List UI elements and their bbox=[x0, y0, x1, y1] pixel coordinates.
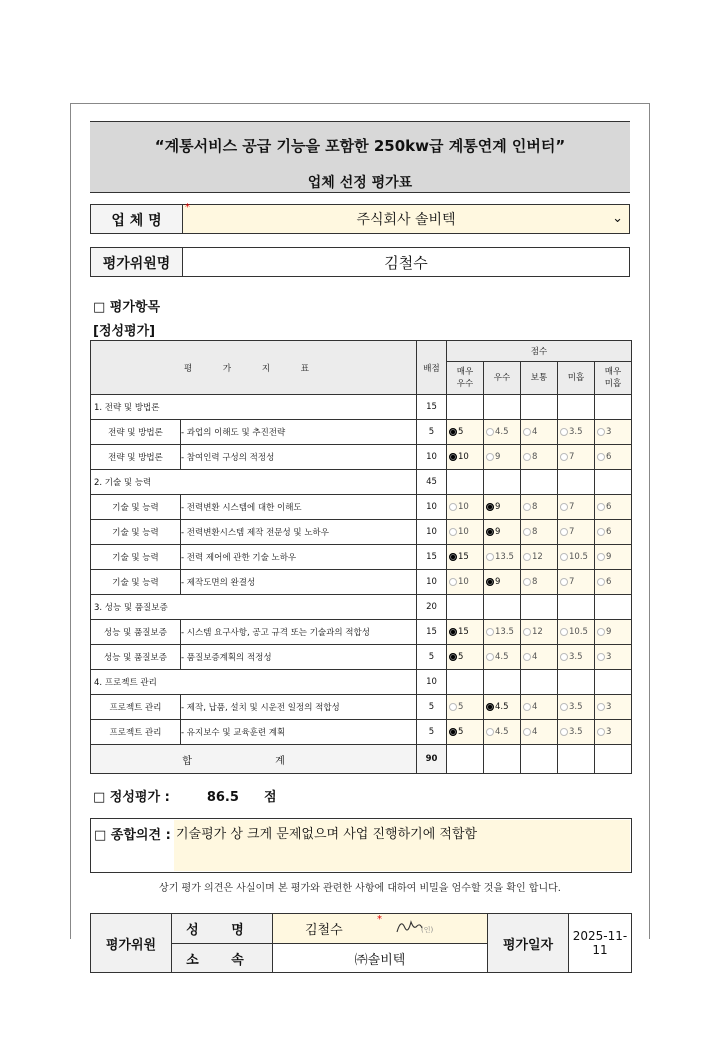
score-option-value: 7 bbox=[569, 451, 575, 462]
radio-empty-icon[interactable] bbox=[449, 503, 457, 511]
radio-selected-icon[interactable] bbox=[449, 553, 457, 561]
radio-empty-icon[interactable] bbox=[597, 653, 605, 661]
document-title: “계통서비스 공급 기능을 포함한 250kw급 계통연계 인버터” bbox=[154, 137, 566, 155]
total-label: 합 계 bbox=[91, 745, 417, 774]
empty-cell bbox=[447, 395, 484, 420]
score-option[interactable] bbox=[447, 495, 484, 520]
score-option[interactable] bbox=[447, 570, 484, 595]
radio-empty-icon[interactable] bbox=[523, 628, 531, 636]
score-option-value: 5 bbox=[458, 701, 464, 712]
radio-empty-icon[interactable] bbox=[560, 578, 568, 586]
score-option-value: 10.5 bbox=[569, 551, 588, 562]
category-row bbox=[91, 470, 632, 495]
score-option[interactable] bbox=[521, 545, 558, 570]
radio-selected-icon[interactable] bbox=[449, 628, 457, 636]
score-option[interactable] bbox=[521, 495, 558, 520]
radio-empty-icon[interactable] bbox=[597, 453, 605, 461]
radio-empty-icon[interactable] bbox=[523, 503, 531, 511]
score-option[interactable] bbox=[447, 695, 484, 720]
score-option-value: 7 bbox=[569, 526, 575, 537]
score-option-value: 5 bbox=[458, 726, 464, 737]
radio-empty-icon[interactable] bbox=[560, 553, 568, 561]
chevron-down-icon[interactable]: ⌄ bbox=[612, 211, 623, 226]
radio-empty-icon[interactable] bbox=[560, 503, 568, 511]
radio-empty-icon[interactable] bbox=[597, 703, 605, 711]
signer-name-field[interactable] bbox=[273, 914, 488, 944]
radio-empty-icon[interactable] bbox=[449, 528, 457, 536]
empty-cell bbox=[484, 595, 521, 620]
category-row bbox=[91, 670, 632, 695]
score-option-value: 15 bbox=[458, 551, 469, 562]
score-option-value: 8 bbox=[532, 451, 538, 462]
radio-empty-icon[interactable] bbox=[449, 703, 457, 711]
empty-cell bbox=[595, 670, 632, 695]
empty-cell bbox=[558, 595, 595, 620]
subcategory-name: 성능 및 품질보증 bbox=[91, 620, 181, 645]
empty-cell bbox=[558, 670, 595, 695]
score-option-value: 8 bbox=[532, 526, 538, 537]
score-option-value: 6 bbox=[606, 526, 612, 537]
table-row bbox=[91, 495, 632, 520]
score-option-value: 9 bbox=[495, 576, 501, 587]
radio-empty-icon[interactable] bbox=[523, 653, 531, 661]
score-option-value: 13.5 bbox=[495, 551, 514, 562]
category-row bbox=[91, 395, 632, 420]
section-qualitative-heading: [정성평가] bbox=[93, 324, 156, 339]
table-row bbox=[91, 620, 632, 645]
criterion-description: - 시스템 요구사항, 공고 규격 또는 기술과의 적합성 bbox=[181, 620, 417, 645]
empty-cell bbox=[484, 470, 521, 495]
radio-selected-icon[interactable] bbox=[486, 528, 494, 536]
radio-empty-icon[interactable] bbox=[523, 728, 531, 736]
table-row bbox=[91, 445, 632, 470]
criterion-description: - 제작도면의 완결성 bbox=[181, 570, 417, 595]
criterion-weight: 10 bbox=[417, 445, 447, 470]
criterion-weight: 10 bbox=[417, 520, 447, 545]
company-select-value: 주식회사 솔비텍 bbox=[356, 212, 456, 228]
radio-empty-icon[interactable] bbox=[523, 428, 531, 436]
col-score-header: 점수 bbox=[447, 341, 632, 362]
score-option[interactable] bbox=[521, 520, 558, 545]
score-option[interactable] bbox=[521, 620, 558, 645]
empty-cell bbox=[521, 745, 558, 774]
score-option-value: 5 bbox=[458, 426, 464, 437]
empty-cell bbox=[447, 470, 484, 495]
score-option-value: 8 bbox=[532, 576, 538, 587]
score-option-value: 10 bbox=[458, 526, 469, 537]
empty-cell bbox=[558, 745, 595, 774]
score-unit: 점 bbox=[263, 790, 277, 805]
score-option[interactable] bbox=[521, 420, 558, 445]
score-option[interactable] bbox=[484, 520, 521, 545]
score-option-value: 9 bbox=[606, 551, 612, 562]
radio-selected-icon[interactable] bbox=[486, 503, 494, 511]
radio-empty-icon[interactable] bbox=[597, 628, 605, 636]
empty-cell bbox=[558, 395, 595, 420]
empty-cell bbox=[521, 395, 558, 420]
score-option-value: 3.5 bbox=[569, 426, 583, 437]
score-option[interactable] bbox=[595, 620, 632, 645]
committee-label: 평가위원 bbox=[91, 914, 172, 973]
radio-empty-icon[interactable] bbox=[523, 528, 531, 536]
radio-empty-icon[interactable] bbox=[560, 453, 568, 461]
section-items-heading: □ 평가항목 bbox=[93, 300, 161, 315]
radio-empty-icon[interactable] bbox=[560, 653, 568, 661]
criterion-weight: 5 bbox=[417, 695, 447, 720]
score-option-value: 5 bbox=[458, 651, 464, 662]
radio-empty-icon[interactable] bbox=[449, 578, 457, 586]
radio-empty-icon[interactable] bbox=[560, 628, 568, 636]
table-row bbox=[91, 420, 632, 445]
score-option[interactable] bbox=[447, 620, 484, 645]
criterion-description: - 제작, 납품, 설치 및 시운전 일정의 적합성 bbox=[181, 695, 417, 720]
score-option[interactable] bbox=[595, 695, 632, 720]
radio-empty-icon[interactable] bbox=[560, 728, 568, 736]
score-option-value: 6 bbox=[606, 451, 612, 462]
score-option[interactable] bbox=[558, 520, 595, 545]
criterion-weight: 10 bbox=[417, 495, 447, 520]
affiliation-label: 소 속 bbox=[172, 944, 273, 973]
score-option[interactable] bbox=[447, 420, 484, 445]
score-option[interactable] bbox=[447, 545, 484, 570]
criterion-description: - 참여인력 구성의 적정성 bbox=[181, 445, 417, 470]
score-option[interactable] bbox=[484, 495, 521, 520]
category-row bbox=[91, 595, 632, 620]
score-option[interactable] bbox=[595, 720, 632, 745]
criterion-description: - 전력변환시스템 제작 전문성 및 노하우 bbox=[181, 520, 417, 545]
score-option[interactable] bbox=[484, 570, 521, 595]
score-option[interactable] bbox=[447, 520, 484, 545]
empty-cell bbox=[595, 395, 632, 420]
empty-cell bbox=[521, 670, 558, 695]
subcategory-name: 전략 및 방법론 bbox=[91, 445, 181, 470]
empty-cell bbox=[595, 595, 632, 620]
score-option[interactable] bbox=[521, 645, 558, 670]
score-option-value: 15 bbox=[458, 626, 469, 637]
pledge-text: 상기 평가 의견은 사실이며 본 평가와 관련한 사항에 대하여 비밀을 엄수할 것을 확인 합니다. bbox=[159, 883, 561, 894]
score-option[interactable] bbox=[595, 420, 632, 445]
category-name: 2. 기술 및 능력 bbox=[91, 470, 417, 495]
criterion-description: - 전력 제어에 관한 기술 노하우 bbox=[181, 545, 417, 570]
score-value: 86.5 bbox=[206, 790, 239, 805]
criterion-weight: 5 bbox=[417, 645, 447, 670]
subcategory-name: 기술 및 능력 bbox=[91, 545, 181, 570]
score-option[interactable] bbox=[484, 420, 521, 445]
category-weight: 10 bbox=[417, 670, 447, 695]
radio-selected-icon[interactable] bbox=[449, 653, 457, 661]
score-option[interactable] bbox=[521, 695, 558, 720]
score-option-value: 8 bbox=[532, 501, 538, 512]
score-option[interactable] bbox=[595, 520, 632, 545]
empty-cell bbox=[447, 595, 484, 620]
radio-empty-icon[interactable] bbox=[597, 428, 605, 436]
empty-cell bbox=[521, 595, 558, 620]
radio-empty-icon[interactable] bbox=[560, 428, 568, 436]
subcategory-name: 프로젝트 관리 bbox=[91, 695, 181, 720]
required-asterisk: * bbox=[377, 914, 382, 925]
subcategory-name: 기술 및 능력 bbox=[91, 495, 181, 520]
radio-selected-icon[interactable] bbox=[486, 703, 494, 711]
radio-empty-icon[interactable] bbox=[597, 503, 605, 511]
radio-empty-icon[interactable] bbox=[486, 453, 494, 461]
grade-header: 보통 bbox=[521, 362, 558, 395]
score-option-value: 10 bbox=[458, 501, 469, 512]
score-option[interactable] bbox=[447, 445, 484, 470]
required-asterisk: * bbox=[185, 202, 190, 213]
opinion-label: □ 종합의견 : bbox=[94, 828, 171, 843]
empty-cell bbox=[595, 745, 632, 774]
table-row bbox=[91, 695, 632, 720]
criterion-weight: 5 bbox=[417, 420, 447, 445]
score-option[interactable] bbox=[595, 645, 632, 670]
table-row bbox=[91, 645, 632, 670]
score-option[interactable] bbox=[558, 445, 595, 470]
criterion-weight: 5 bbox=[417, 720, 447, 745]
company-row bbox=[90, 204, 630, 234]
grade-header: 미흡 bbox=[558, 362, 595, 395]
signature-table bbox=[90, 913, 632, 973]
table-row bbox=[91, 720, 632, 745]
score-option[interactable] bbox=[521, 445, 558, 470]
empty-cell bbox=[484, 745, 521, 774]
criterion-weight: 15 bbox=[417, 545, 447, 570]
date-label: 평가일자 bbox=[488, 914, 569, 973]
grade-header: 매우 미흡 bbox=[595, 362, 632, 395]
score-option[interactable] bbox=[558, 720, 595, 745]
opinion-textarea[interactable]: 기술평가 상 크게 문제없으며 사업 진행하기에 적합함 bbox=[174, 820, 630, 871]
score-option-value: 4.5 bbox=[495, 426, 509, 437]
score-option-value: 3 bbox=[606, 426, 612, 437]
category-name: 1. 전략 및 방법론 bbox=[91, 395, 417, 420]
company-label: 업 체 명 bbox=[91, 205, 183, 233]
col-item-header: 평 가 지 표 bbox=[91, 341, 417, 395]
category-weight: 20 bbox=[417, 595, 447, 620]
company-select[interactable] bbox=[183, 202, 629, 233]
evaluation-table bbox=[90, 340, 632, 774]
subcategory-name: 성능 및 품질보증 bbox=[91, 645, 181, 670]
score-option-value: 12 bbox=[532, 551, 543, 562]
score-option-value: 9 bbox=[495, 501, 501, 512]
score-option[interactable] bbox=[447, 645, 484, 670]
radio-empty-icon[interactable] bbox=[523, 703, 531, 711]
category-weight: 45 bbox=[417, 470, 447, 495]
score-option[interactable] bbox=[595, 445, 632, 470]
radio-selected-icon[interactable] bbox=[486, 578, 494, 586]
radio-empty-icon[interactable] bbox=[486, 428, 494, 436]
category-name: 3. 성능 및 품질보증 bbox=[91, 595, 417, 620]
radio-empty-icon[interactable] bbox=[523, 553, 531, 561]
empty-cell bbox=[558, 470, 595, 495]
score-option-value: 9 bbox=[495, 526, 501, 537]
score-option-value: 7 bbox=[569, 576, 575, 587]
evaluation-date: 2025-11-11 bbox=[569, 914, 632, 973]
handwritten-signature bbox=[395, 916, 433, 936]
grade-header: 매우 우수 bbox=[447, 362, 484, 395]
score-option[interactable] bbox=[447, 720, 484, 745]
radio-empty-icon[interactable] bbox=[486, 653, 494, 661]
score-option-value: 9 bbox=[495, 451, 501, 462]
empty-cell bbox=[447, 670, 484, 695]
score-option[interactable] bbox=[595, 495, 632, 520]
score-option-value: 4 bbox=[532, 651, 538, 662]
score-option-value: 3.5 bbox=[569, 701, 583, 712]
table-row bbox=[91, 570, 632, 595]
criterion-description: - 전력변환 시스템에 대한 이해도 bbox=[181, 495, 417, 520]
signer-name: 김철수 bbox=[305, 923, 343, 938]
score-option-value: 10 bbox=[458, 451, 469, 462]
score-option-value: 7 bbox=[569, 501, 575, 512]
score-option-value: 10.5 bbox=[569, 626, 588, 637]
score-option-value: 3.5 bbox=[569, 726, 583, 737]
col-weight-header: 배점 bbox=[417, 341, 447, 395]
category-weight: 15 bbox=[417, 395, 447, 420]
criterion-weight: 15 bbox=[417, 620, 447, 645]
score-option-value: 6 bbox=[606, 576, 612, 587]
opinion-box bbox=[90, 818, 632, 873]
empty-cell bbox=[595, 470, 632, 495]
total-weight: 90 bbox=[417, 745, 447, 774]
empty-cell bbox=[521, 470, 558, 495]
name-label: 성 명 bbox=[172, 914, 273, 944]
score-option[interactable] bbox=[595, 570, 632, 595]
radio-empty-icon[interactable] bbox=[597, 553, 605, 561]
empty-cell bbox=[447, 745, 484, 774]
score-option[interactable] bbox=[558, 570, 595, 595]
affiliation-value: ㈜솔비텍 bbox=[273, 944, 488, 973]
qualitative-score-line bbox=[93, 786, 277, 805]
score-option-value: 9 bbox=[606, 626, 612, 637]
radio-empty-icon[interactable] bbox=[486, 553, 494, 561]
radio-empty-icon[interactable] bbox=[597, 578, 605, 586]
score-option-value: 13.5 bbox=[495, 626, 514, 637]
evaluator-name: 김철수 bbox=[384, 253, 428, 272]
score-option[interactable] bbox=[558, 620, 595, 645]
criterion-weight: 10 bbox=[417, 570, 447, 595]
table-row bbox=[91, 545, 632, 570]
score-option-value: 3 bbox=[606, 651, 612, 662]
radio-empty-icon[interactable] bbox=[597, 528, 605, 536]
radio-empty-icon[interactable] bbox=[597, 728, 605, 736]
subcategory-name: 프로젝트 관리 bbox=[91, 720, 181, 745]
score-option[interactable] bbox=[595, 545, 632, 570]
subcategory-name: 기술 및 능력 bbox=[91, 520, 181, 545]
score-option-value: 3 bbox=[606, 701, 612, 712]
radio-empty-icon[interactable] bbox=[560, 703, 568, 711]
score-option-value: 3.5 bbox=[569, 651, 583, 662]
seal-mark: (인) bbox=[421, 926, 433, 934]
score-option[interactable] bbox=[484, 620, 521, 645]
score-option[interactable] bbox=[558, 420, 595, 445]
empty-cell bbox=[484, 670, 521, 695]
score-option-value: 4 bbox=[532, 726, 538, 737]
grade-header: 우수 bbox=[484, 362, 521, 395]
evaluator-row bbox=[90, 247, 630, 277]
score-option[interactable] bbox=[484, 545, 521, 570]
score-option[interactable] bbox=[484, 720, 521, 745]
radio-selected-icon[interactable] bbox=[449, 728, 457, 736]
radio-selected-icon[interactable] bbox=[449, 453, 457, 461]
title-box bbox=[90, 121, 630, 193]
score-option[interactable] bbox=[558, 495, 595, 520]
score-option-value: 4 bbox=[532, 701, 538, 712]
empty-cell bbox=[484, 395, 521, 420]
document-subtitle: 업체 선정 평가표 bbox=[307, 175, 413, 191]
score-option[interactable] bbox=[558, 645, 595, 670]
radio-empty-icon[interactable] bbox=[523, 453, 531, 461]
score-option[interactable] bbox=[484, 445, 521, 470]
score-option-value: 4 bbox=[532, 426, 538, 437]
score-option[interactable] bbox=[521, 570, 558, 595]
score-option-value: 10 bbox=[458, 576, 469, 587]
score-option[interactable] bbox=[521, 720, 558, 745]
category-name: 4. 프로젝트 관리 bbox=[91, 670, 417, 695]
radio-selected-icon[interactable] bbox=[449, 428, 457, 436]
subcategory-name: 기술 및 능력 bbox=[91, 570, 181, 595]
table-row bbox=[91, 520, 632, 545]
radio-empty-icon[interactable] bbox=[560, 528, 568, 536]
score-option[interactable] bbox=[558, 695, 595, 720]
score-option[interactable] bbox=[484, 695, 521, 720]
radio-empty-icon[interactable] bbox=[523, 578, 531, 586]
radio-empty-icon[interactable] bbox=[486, 728, 494, 736]
criterion-description: - 유지보수 및 교육훈련 계획 bbox=[181, 720, 417, 745]
score-option-value: 4.5 bbox=[495, 651, 509, 662]
score-option-value: 3 bbox=[606, 726, 612, 737]
score-option[interactable] bbox=[558, 545, 595, 570]
score-label: □ 정성평가 : bbox=[93, 790, 170, 805]
score-option-value: 6 bbox=[606, 501, 612, 512]
score-option[interactable] bbox=[484, 645, 521, 670]
score-option-value: 12 bbox=[532, 626, 543, 637]
evaluator-label: 평가위원명 bbox=[91, 248, 183, 276]
subcategory-name: 전략 및 방법론 bbox=[91, 420, 181, 445]
score-option-value: 4.5 bbox=[495, 701, 509, 712]
total-row bbox=[91, 745, 632, 774]
score-option-value: 4.5 bbox=[495, 726, 509, 737]
criterion-description: - 과업의 이해도 및 추진전략 bbox=[181, 420, 417, 445]
radio-empty-icon[interactable] bbox=[486, 628, 494, 636]
criterion-description: - 품질보증계획의 적정성 bbox=[181, 645, 417, 670]
